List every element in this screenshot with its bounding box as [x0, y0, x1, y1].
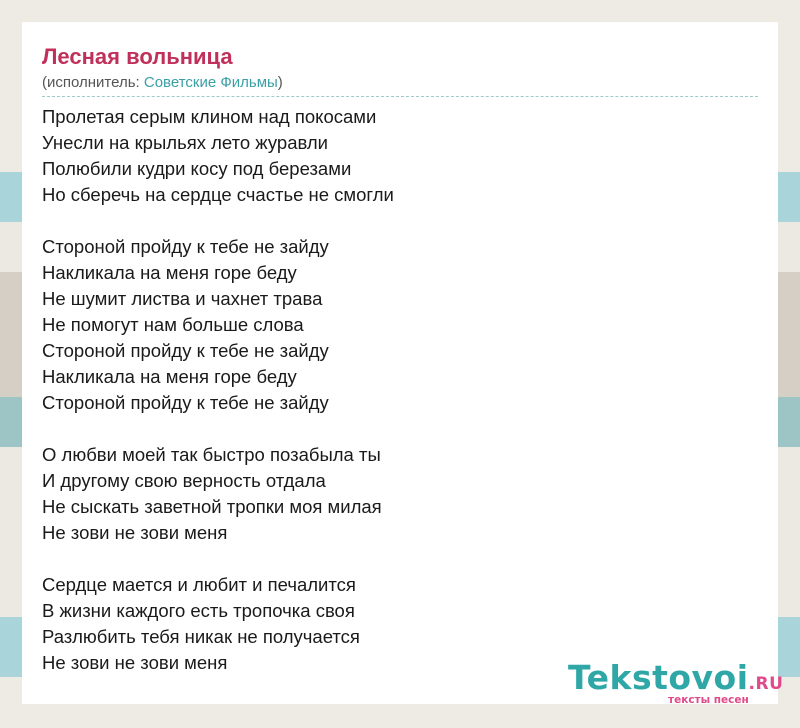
artist-prefix: (исполнитель:	[42, 74, 144, 91]
lyrics-card	[22, 22, 784, 706]
lyrics-body	[42, 104, 758, 702]
lyric-line: Стороной пройду к тебе не зайду	[42, 392, 329, 413]
artist-suffix: )	[277, 74, 283, 91]
artist-link[interactable]: Советские Фильмы	[143, 74, 278, 91]
lyrics-stanza	[42, 442, 758, 546]
lyric-line: И другому свою верность отдала	[42, 470, 326, 491]
lyric-line: Унесли на крыльях лето журавли	[42, 132, 329, 153]
lyric-line: Накликала на меня горе беду	[42, 366, 297, 387]
lyric-line: О любви моей так быстро позабыла ты	[42, 444, 381, 465]
lyric-line: Полюбили кудри косу под березами	[42, 158, 352, 179]
lyric-line: Не зови не зови меня	[42, 522, 228, 543]
lyrics-stanza	[42, 104, 758, 208]
lyric-line: В жизни каждого есть тропочка своя	[42, 600, 355, 621]
lyric-line: Но сберечь на сердце счастье не смогли	[42, 184, 394, 205]
logo-tagline: тексты песен	[668, 694, 749, 706]
lyric-line: Не сыскать заветной тропки моя милая	[42, 496, 382, 517]
logo-name: Tekstovoi	[568, 658, 749, 697]
lyric-line: Не зови не зови меня	[42, 652, 228, 673]
song-header	[42, 42, 758, 97]
lyric-line: Не помогут нам больше слова	[42, 314, 304, 335]
lyric-line: Стороной пройду к тебе не зайду	[42, 236, 329, 257]
lyric-line: Накликала на меня горе беду	[42, 262, 297, 283]
lyric-line: Не шумит листва и чахнет трава	[42, 288, 323, 309]
site-logo[interactable]	[568, 658, 784, 706]
lyric-line: Стороной пройду к тебе не зайду	[42, 340, 329, 361]
logo-tld: .RU	[748, 674, 784, 694]
lyric-line: Сердце мается и любит и печалится	[42, 574, 356, 595]
lyric-line: Пролетая серым клином над покосами	[42, 106, 377, 127]
song-title: Лесная вольница	[42, 44, 233, 69]
lyrics-stanza	[42, 234, 758, 416]
artist-line	[42, 72, 758, 94]
lyric-line: Разлюбить тебя никак не получается	[42, 626, 360, 647]
